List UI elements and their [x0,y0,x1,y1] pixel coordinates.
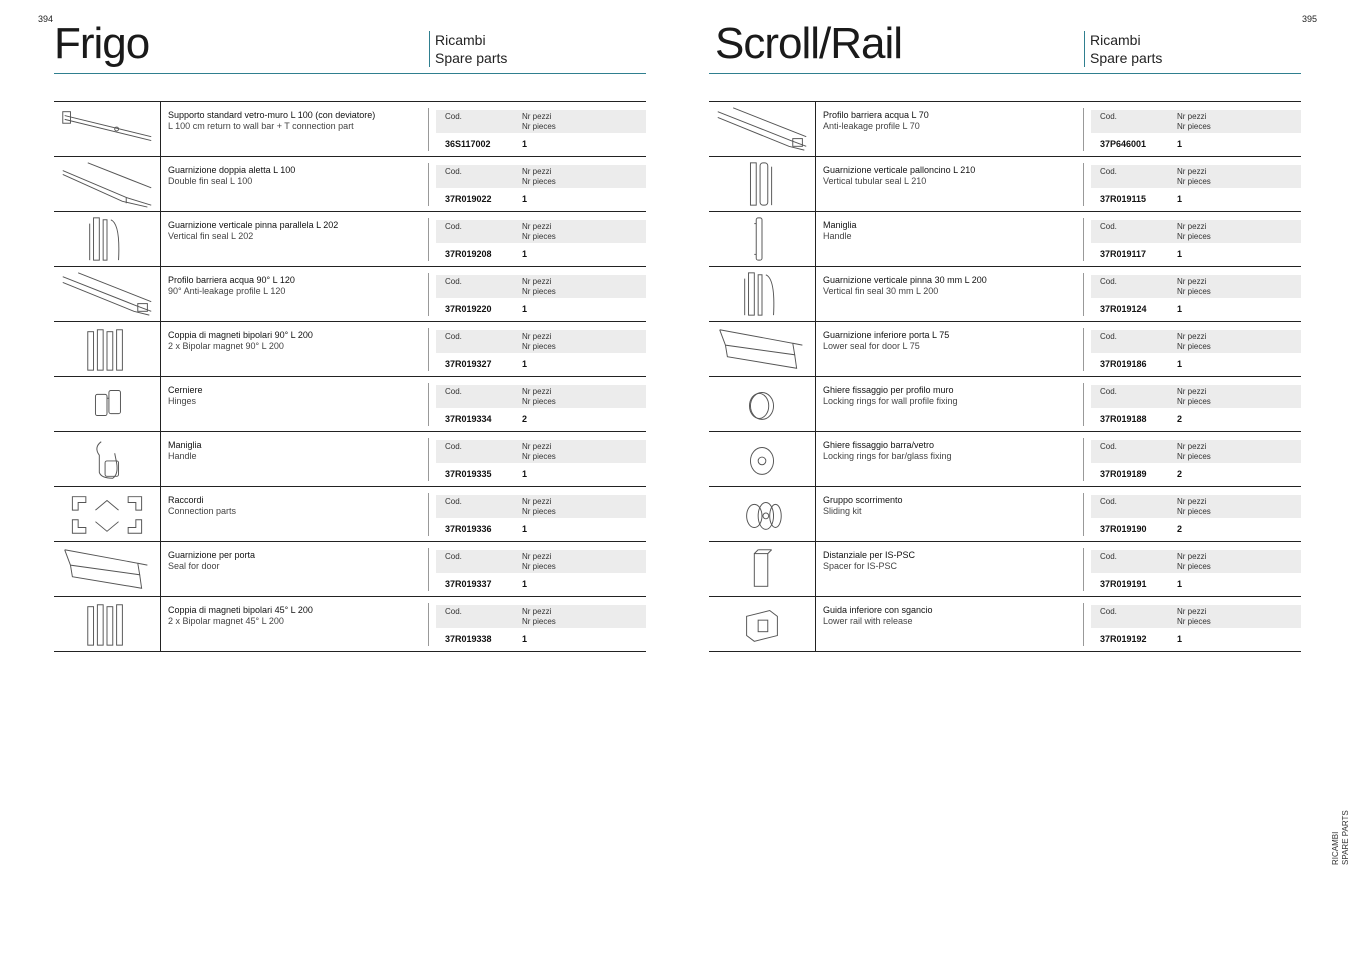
ring-icon [712,379,812,429]
part-code: 37R019190 [1100,524,1147,534]
part-name-en: Anti-leakage profile L 70 [823,121,920,131]
door-seal-icon [712,324,812,374]
column-divider [1083,163,1084,206]
part-quantity: 2 [522,414,528,424]
code-label: Cod. [445,387,462,396]
part-description [823,495,1078,517]
part-code: 37R019022 [445,194,492,204]
pieces-label [1177,552,1211,572]
part-thumbnail [54,597,161,651]
table-row [709,597,1301,652]
column-divider [428,163,429,206]
part-thumbnail [54,322,161,376]
door-seal-icon [57,544,157,594]
spare-parts-table [54,101,646,652]
section-label-it: Ricambi [435,32,486,48]
part-name-it: Guida inferiore con sgancio [823,605,933,615]
pieces-label [522,112,556,132]
part-quantity: 2 [1177,414,1183,424]
side-tab-label [1331,810,1351,865]
pieces-label [522,332,556,352]
part-description [823,440,1078,462]
code-header [1091,440,1301,463]
rail-guide-icon [712,599,812,649]
part-quantity: 1 [1177,249,1183,259]
pieces-label [522,442,556,462]
part-code: 36S117002 [445,139,491,149]
pieces-label-en: Nr pieces [1177,397,1211,406]
part-code: 37R019115 [1100,194,1147,204]
part-description [168,275,423,297]
part-code: 37R019220 [445,304,492,314]
table-row [709,157,1301,212]
code-header [1091,330,1301,353]
part-code: 37R019189 [1100,469,1147,479]
code-header [1091,605,1301,628]
column-divider [428,328,429,371]
code-label: Cod. [445,222,462,231]
part-description [168,550,423,572]
pieces-label-it: Nr pezzi [522,277,552,286]
pieces-label-it: Nr pezzi [1177,552,1207,561]
part-name-en: 90° Anti-leakage profile L 120 [168,286,286,296]
part-name-it: Gruppo scorrimento [823,495,903,505]
part-quantity: 1 [522,139,528,149]
part-thumbnail [54,212,161,266]
column-divider [428,218,429,261]
pieces-label-en: Nr pieces [1177,342,1211,351]
side-tab-it: RICAMBI [1331,831,1340,865]
part-name-en: Hinges [168,396,197,406]
pieces-label-en: Nr pieces [522,507,556,516]
pieces-label-en: Nr pieces [1177,177,1211,186]
table-row [54,487,646,542]
fin-seal-icon [57,159,157,209]
part-name-en: Vertical fin seal 30 mm L 200 [823,286,939,296]
column-divider [1083,603,1084,646]
part-name-en: Seal for door [168,561,220,571]
part-name-en: Connection parts [168,506,237,516]
part-name-en: 2 x Bipolar magnet 90° L 200 [168,341,284,351]
pieces-label [522,387,556,407]
part-code: 37R019334 [445,414,492,424]
part-description [168,495,423,517]
column-divider [1083,273,1084,316]
column-divider [1083,383,1084,426]
pieces-label [522,552,556,572]
pieces-label [522,607,556,627]
part-thumbnail [709,432,816,486]
code-header [1091,165,1301,188]
part-thumbnail [709,102,816,156]
part-name-it: Maniglia [168,440,202,450]
table-row [709,212,1301,267]
code-label: Cod. [445,167,462,176]
table-row [709,487,1301,542]
pieces-label [522,497,556,517]
pieces-label-it: Nr pezzi [522,222,552,231]
pieces-label-it: Nr pezzi [1177,112,1207,121]
part-code: 37R019117 [1100,249,1147,259]
pieces-label-it: Nr pezzi [522,387,552,396]
part-quantity: 1 [522,249,528,259]
code-label: Cod. [1100,497,1117,506]
table-row [54,157,646,212]
page-frigo [54,0,646,644]
part-quantity: 1 [522,469,528,479]
part-name-en: Locking rings for wall profile fixing [823,396,958,406]
part-code: 37R019191 [1100,579,1147,589]
magnet-icon [57,599,157,649]
pieces-label-it: Nr pezzi [1177,277,1207,286]
part-thumbnail [709,542,816,596]
part-thumbnail [709,157,816,211]
column-divider [428,603,429,646]
part-name-it: Ghiere fissaggio barra/vetro [823,440,935,450]
pieces-label-it: Nr pezzi [1177,332,1207,341]
part-quantity: 1 [1177,634,1183,644]
part-description [823,165,1078,187]
part-name-en: Double fin seal L 100 [168,176,253,186]
part-name-it: Profilo barriera acqua 90° L 120 [168,275,295,285]
part-name-en: Vertical tubular seal L 210 [823,176,927,186]
code-label: Cod. [445,277,462,286]
part-name-it: Coppia di magneti bipolari 90° L 200 [168,330,313,340]
part-quantity: 1 [1177,194,1183,204]
connector-icon [57,489,157,539]
code-header [1091,550,1301,573]
part-code: 37R019192 [1100,634,1147,644]
code-header [436,440,646,463]
part-description [168,605,423,627]
column-divider [1083,218,1084,261]
part-name-it: Cerniere [168,385,203,395]
part-description [823,605,1078,627]
code-label: Cod. [1100,222,1117,231]
code-header [1091,385,1301,408]
pieces-label-en: Nr pieces [1177,452,1211,461]
part-quantity: 1 [1177,359,1183,369]
table-row [709,267,1301,322]
part-thumbnail [54,102,161,156]
wall-bar-icon [57,104,157,154]
pieces-label-en: Nr pieces [522,342,556,351]
part-code: 37R019337 [445,579,492,589]
hinge-icon [57,379,157,429]
table-row [54,597,646,652]
pieces-label-en: Nr pieces [522,177,556,186]
part-name-it: Ghiere fissaggio per profilo muro [823,385,954,395]
pieces-label-en: Nr pieces [522,452,556,461]
pieces-label-it: Nr pezzi [522,112,552,121]
page-header [54,0,646,74]
table-row [54,212,646,267]
vertical-seal-icon [57,214,157,264]
part-quantity: 1 [1177,304,1183,314]
part-description [823,275,1078,297]
table-row [54,267,646,322]
part-name-it: Guarnizione verticale palloncino L 210 [823,165,976,175]
code-header [436,550,646,573]
page-number-left: 394 [38,14,54,24]
part-thumbnail [709,487,816,541]
part-thumbnail [709,322,816,376]
page-header [709,0,1301,74]
code-label: Cod. [445,112,462,121]
part-code: 37R019188 [1100,414,1147,424]
part-thumbnail [54,432,161,486]
code-label: Cod. [1100,332,1117,341]
code-label: Cod. [445,332,462,341]
part-name-it: Coppia di magneti bipolari 45° L 200 [168,605,313,615]
column-divider [428,108,429,151]
part-code: 37R019335 [445,469,492,479]
part-name-it: Guarnizione per porta [168,550,256,560]
code-label: Cod. [1100,167,1117,176]
column-divider [428,493,429,536]
part-quantity: 2 [1177,469,1183,479]
pieces-label [1177,497,1211,517]
magnet-icon [57,324,157,374]
code-label: Cod. [1100,277,1117,286]
part-thumbnail [54,542,161,596]
pieces-label-it: Nr pezzi [1177,607,1207,616]
code-label: Cod. [1100,607,1117,616]
part-quantity: 1 [522,524,528,534]
pieces-label-it: Nr pezzi [522,167,552,176]
part-description [168,440,423,462]
table-row [54,322,646,377]
table-row [709,542,1301,597]
column-divider [428,438,429,481]
pieces-label-en: Nr pieces [1177,507,1211,516]
column-divider [1083,548,1084,591]
pieces-label-en: Nr pieces [522,617,556,626]
table-row [709,322,1301,377]
spacer-icon [712,544,812,594]
part-quantity: 1 [1177,579,1183,589]
part-name-it: Guarnizione inferiore porta L 75 [823,330,950,340]
table-row [709,102,1301,157]
part-name-en: L 100 cm return to wall bar + T connection part [168,121,354,131]
part-name-en: 2 x Bipolar magnet 45° L 200 [168,616,284,626]
section-label-it: Ricambi [1090,32,1141,48]
table-row [709,432,1301,487]
part-name-en: Lower seal for door L 75 [823,341,920,351]
section-heading [429,31,507,67]
code-header [436,220,646,243]
part-code: 37R019327 [445,359,492,369]
part-code: 37P646001 [1100,139,1147,149]
part-name-en: Vertical fin seal L 202 [168,231,254,241]
part-description [168,165,423,187]
pieces-label [1177,607,1211,627]
part-thumbnail [54,157,161,211]
part-name-it: Guarnizione doppia aletta L 100 [168,165,296,175]
pieces-label-it: Nr pezzi [522,552,552,561]
pieces-label [1177,277,1211,297]
part-name-en: Spacer for IS-PSC [823,561,898,571]
table-row [54,432,646,487]
code-header [1091,110,1301,133]
part-thumbnail [709,377,816,431]
code-label: Cod. [445,607,462,616]
page-title: Frigo [54,19,150,68]
pieces-label [1177,387,1211,407]
part-description [168,385,423,407]
part-name-en: Sliding kit [823,506,862,516]
code-header [436,330,646,353]
part-quantity: 2 [1177,524,1183,534]
part-quantity: 1 [1177,139,1183,149]
ring-hole-icon [712,434,812,484]
part-name-en: Handle [823,231,852,241]
code-label: Cod. [445,552,462,561]
column-divider [428,383,429,426]
pieces-label-en: Nr pieces [1177,232,1211,241]
part-name-it: Profilo barriera acqua L 70 [823,110,929,120]
part-name-en: Handle [168,451,197,461]
pieces-label [1177,167,1211,187]
code-label: Cod. [445,497,462,506]
part-name-en: Locking rings for bar/glass fixing [823,451,952,461]
code-label: Cod. [1100,112,1117,121]
part-quantity: 1 [522,359,528,369]
code-header [436,110,646,133]
pieces-label [522,167,556,187]
pieces-label-en: Nr pieces [1177,287,1211,296]
part-description [823,550,1078,572]
table-row [709,377,1301,432]
part-name-en: Lower rail with release [823,616,913,626]
table-row [54,377,646,432]
pieces-label-it: Nr pezzi [1177,222,1207,231]
part-thumbnail [709,597,816,651]
part-quantity: 1 [522,194,528,204]
pieces-label [1177,112,1211,132]
profile-icon [57,269,157,319]
part-code: 37R019124 [1100,304,1147,314]
page-scroll-rail [709,0,1301,644]
section-label-en: Spare parts [1090,50,1163,66]
table-row [54,542,646,597]
vertical-seal-icon [712,269,812,319]
part-thumbnail [709,267,816,321]
profile-icon [712,104,812,154]
handle-bar-icon [712,214,812,264]
spare-parts-table [709,101,1301,652]
section-label-en: Spare parts [435,50,508,66]
part-code: 37R019336 [445,524,492,534]
part-thumbnail [54,487,161,541]
pieces-label-en: Nr pieces [522,232,556,241]
wheel-icon [712,489,812,539]
part-code: 37R019208 [445,249,492,259]
pieces-label-it: Nr pezzi [522,497,552,506]
part-description [168,220,423,242]
column-divider [1083,493,1084,536]
code-header [1091,495,1301,518]
part-quantity: 1 [522,304,528,314]
code-label: Cod. [445,442,462,451]
pieces-label-en: Nr pieces [522,562,556,571]
pieces-label-it: Nr pezzi [1177,387,1207,396]
pieces-label-it: Nr pezzi [522,332,552,341]
column-divider [1083,108,1084,151]
tubular-seal-icon [712,159,812,209]
part-description [168,330,423,352]
handle-icon [57,434,157,484]
part-code: 37R019186 [1100,359,1147,369]
pieces-label-en: Nr pieces [1177,122,1211,131]
pieces-label [1177,222,1211,242]
pieces-label [1177,332,1211,352]
pieces-label-en: Nr pieces [1177,562,1211,571]
code-header [436,605,646,628]
part-thumbnail [709,212,816,266]
code-label: Cod. [1100,387,1117,396]
part-name-it: Distanziale per IS-PSC [823,550,916,560]
code-header [1091,275,1301,298]
pieces-label-en: Nr pieces [522,122,556,131]
part-description [823,385,1078,407]
pieces-label-it: Nr pezzi [522,442,552,451]
code-label: Cod. [1100,442,1117,451]
section-heading [1084,31,1162,67]
part-description [823,110,1078,132]
part-name-it: Guarnizione verticale pinna parallela L 202 [168,220,339,230]
part-name-it: Supporto standard vetro-muro L 100 (con deviatore) [168,110,376,120]
part-name-it: Raccordi [168,495,204,505]
pieces-label-it: Nr pezzi [1177,442,1207,451]
part-name-it: Maniglia [823,220,857,230]
pieces-label-it: Nr pezzi [1177,167,1207,176]
pieces-label-en: Nr pieces [522,397,556,406]
pieces-label-en: Nr pieces [1177,617,1211,626]
side-tab-en: SPARE PARTS [1341,810,1350,865]
part-quantity: 1 [522,634,528,644]
part-thumbnail [54,377,161,431]
pieces-label [522,277,556,297]
part-name-it: Guarnizione verticale pinna 30 mm L 200 [823,275,987,285]
code-label: Cod. [1100,552,1117,561]
column-divider [428,548,429,591]
code-header [436,385,646,408]
code-header [436,495,646,518]
table-row [54,102,646,157]
pieces-label [522,222,556,242]
code-header [436,165,646,188]
part-thumbnail [54,267,161,321]
pieces-label-it: Nr pezzi [522,607,552,616]
column-divider [1083,438,1084,481]
pieces-label [1177,442,1211,462]
page-number-right: 395 [1302,14,1318,24]
code-header [1091,220,1301,243]
pieces-label-it: Nr pezzi [1177,497,1207,506]
pieces-label-en: Nr pieces [522,287,556,296]
column-divider [428,273,429,316]
part-code: 37R019338 [445,634,492,644]
code-header [436,275,646,298]
part-description [823,330,1078,352]
part-quantity: 1 [522,579,528,589]
part-description [823,220,1078,242]
column-divider [1083,328,1084,371]
part-description [168,110,423,132]
page-title: Scroll/Rail [715,19,903,68]
